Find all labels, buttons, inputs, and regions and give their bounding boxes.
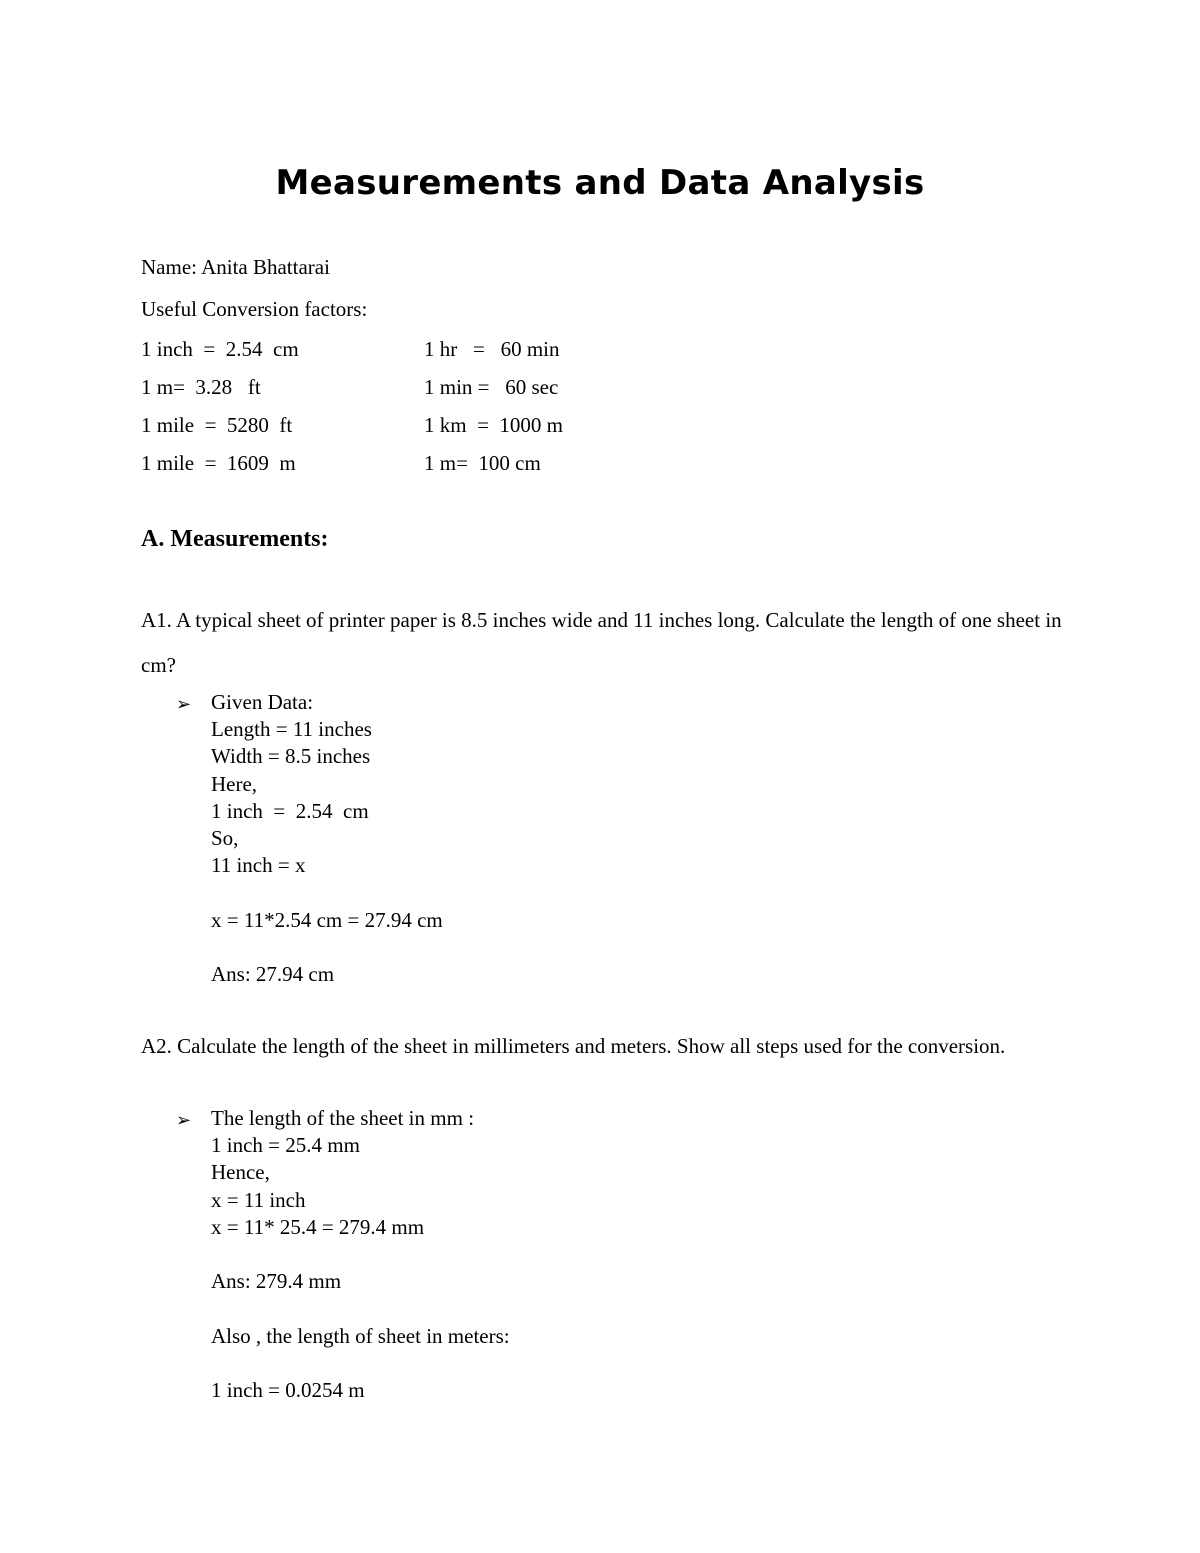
answer-line: Hence, xyxy=(211,1160,270,1185)
conversion-item: 1 mile = 1609 m xyxy=(141,451,296,475)
conversion-item: 1 inch = 2.54 cm xyxy=(141,337,299,361)
answer-line xyxy=(211,1241,510,1268)
answer-line: 1 inch = 2.54 cm xyxy=(211,798,369,823)
question-a2: A2. Calculate the length of the sheet in millimeters and meters. Show all steps used for the conversion. xyxy=(141,1034,1006,1058)
conversion-item: 1 min = 60 sec xyxy=(424,375,559,399)
answer-line: x = 11* 25.4 = 279.4 mm xyxy=(211,1214,425,1239)
answer-line xyxy=(211,934,443,961)
answer-line: Given Data: xyxy=(211,690,314,714)
conversion-item: 1 mile = 5280 ft xyxy=(141,413,293,437)
name-line: Name: Anita Bhattarai xyxy=(141,255,330,279)
answer-line: Width = 8.5 inches xyxy=(211,744,371,769)
answer-line: 1 inch = 0.0254 m xyxy=(211,1377,365,1402)
answer-line: 11 inch = x xyxy=(211,853,306,878)
answer-line: Ans: 27.94 cm xyxy=(211,961,335,986)
conversion-item: 1 km = 1000 m xyxy=(424,413,564,437)
answer-a2 xyxy=(211,1105,510,1404)
question-a1: A1. A typical sheet of printer paper is 8.5 inches wide and 11 inches long. Calculate the length of one sheet in cm? xyxy=(141,608,1062,677)
answer-line: So, xyxy=(211,825,239,850)
answer-line xyxy=(211,879,443,906)
answer-line: The length of the sheet in mm : xyxy=(211,1106,475,1130)
answer-line xyxy=(211,1295,510,1322)
conversion-item: 1 hr = 60 min xyxy=(424,337,560,361)
arrow-bullet-icon: ➢ xyxy=(176,694,192,714)
answer-line: Ans: 279.4 mm xyxy=(211,1269,342,1294)
answer-line: Here, xyxy=(211,771,258,796)
arrow-bullet-icon: ➢ xyxy=(176,1110,192,1130)
answer-a1 xyxy=(211,689,443,988)
answer-line: Also , the length of sheet in meters: xyxy=(211,1323,510,1348)
answer-line: Length = 11 inches xyxy=(211,717,372,742)
conversion-item: 1 m= 3.28 ft xyxy=(141,375,261,399)
answer-line: x = 11*2.54 cm = 27.94 cm xyxy=(211,907,443,932)
answer-line: x = 11 inch xyxy=(211,1187,306,1212)
page-title: Measurements and Data Analysis xyxy=(275,163,925,203)
conversion-heading: Useful Conversion factors: xyxy=(141,297,368,321)
conversion-item: 1 m= 100 cm xyxy=(424,451,541,475)
section-heading: A. Measurements: xyxy=(141,526,329,552)
answer-line: 1 inch = 25.4 mm xyxy=(211,1133,360,1158)
answer-line xyxy=(211,1350,510,1377)
